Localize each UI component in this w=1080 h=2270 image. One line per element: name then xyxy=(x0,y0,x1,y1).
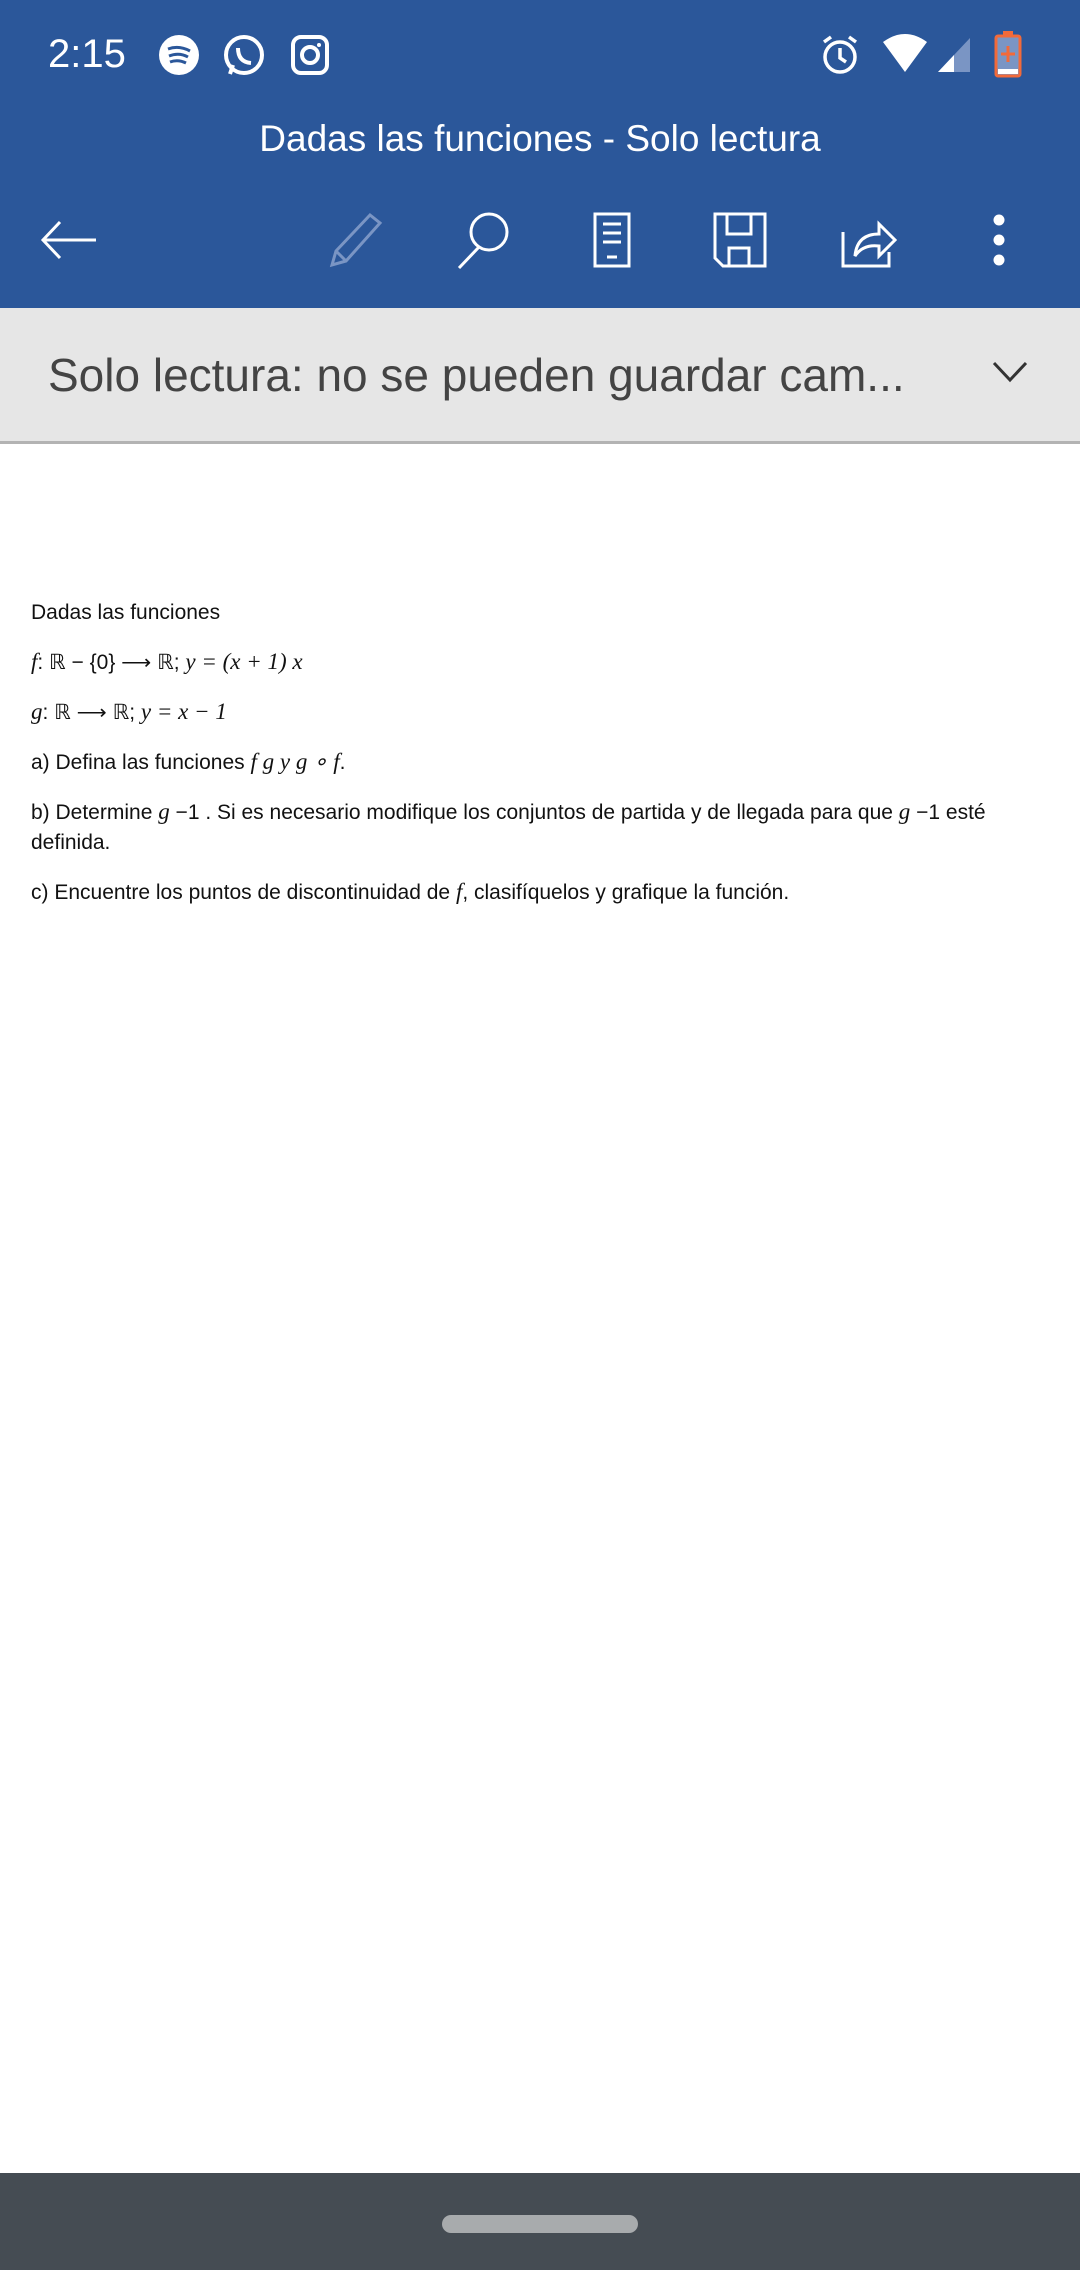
battery-icon xyxy=(994,30,1022,78)
doc-intro: Dadas las funciones xyxy=(31,601,221,624)
read-only-banner[interactable] xyxy=(0,308,1080,444)
whatsapp-icon xyxy=(222,34,266,78)
g-symbol: g xyxy=(31,699,43,724)
share-button[interactable] xyxy=(834,205,904,275)
a-end: . xyxy=(339,751,346,774)
b-text1: b) Determine xyxy=(31,801,159,824)
f-equation: y = (x + 1) x xyxy=(185,649,303,674)
reading-view-button[interactable] xyxy=(578,205,648,275)
back-button[interactable] xyxy=(35,205,105,275)
f-sets: : ℝ − {0} ⟶ ℝ; xyxy=(37,651,186,674)
spotify-icon xyxy=(158,34,200,76)
save-button[interactable] xyxy=(705,205,775,275)
save-icon xyxy=(713,212,767,268)
b-text2: −1 . Si es necesario modifique los conjuntos de partida y de llegada para que xyxy=(169,801,899,824)
pencil-icon xyxy=(326,211,384,269)
document-title: Dadas las funciones - Solo lectura xyxy=(259,118,821,159)
b-text3: −1 esté definida. xyxy=(31,801,986,854)
alarm-icon xyxy=(820,34,860,76)
a-math: f g y g ∘ f xyxy=(250,749,340,774)
doc-f-definition xyxy=(31,647,1041,678)
more-options-button[interactable] xyxy=(964,205,1034,275)
c-math: f xyxy=(455,879,463,904)
doc-part-b xyxy=(31,797,1041,858)
share-icon xyxy=(841,212,897,268)
c-text2: , clasifíquelos y grafique la función. xyxy=(462,881,790,904)
instagram-icon xyxy=(290,34,330,76)
system-nav-bar xyxy=(0,2173,1080,2270)
g-sets: : ℝ ⟶ ℝ; xyxy=(42,701,141,724)
more-icon xyxy=(992,213,1006,267)
document-body xyxy=(31,598,1041,927)
doc-part-c xyxy=(31,877,1041,908)
a-text: a) Defina las funciones xyxy=(31,751,251,774)
signal-icon xyxy=(936,34,972,74)
search-icon xyxy=(453,210,513,270)
f-symbol: f xyxy=(31,649,38,674)
c-text1: c) Encuentre los puntos de discontinuidad de xyxy=(31,881,456,904)
b-math1: g xyxy=(158,799,170,824)
g-equation: y = x − 1 xyxy=(140,699,227,724)
doc-g-definition xyxy=(31,697,1041,728)
wifi-icon xyxy=(882,34,928,74)
edit-button[interactable] xyxy=(320,205,390,275)
app-header xyxy=(0,0,1080,308)
reading-view-icon xyxy=(593,212,633,268)
status-time: 2:15 xyxy=(48,32,126,76)
b-math2: g xyxy=(898,799,911,824)
home-gesture-handle[interactable] xyxy=(442,2215,638,2233)
doc-part-a xyxy=(31,747,1041,778)
status-bar xyxy=(0,0,1080,110)
banner-text: Solo lectura: no se pueden guardar cam... xyxy=(48,349,905,401)
search-button[interactable] xyxy=(448,205,518,275)
chevron-down-icon[interactable] xyxy=(992,360,1028,384)
back-arrow-icon xyxy=(40,218,100,262)
